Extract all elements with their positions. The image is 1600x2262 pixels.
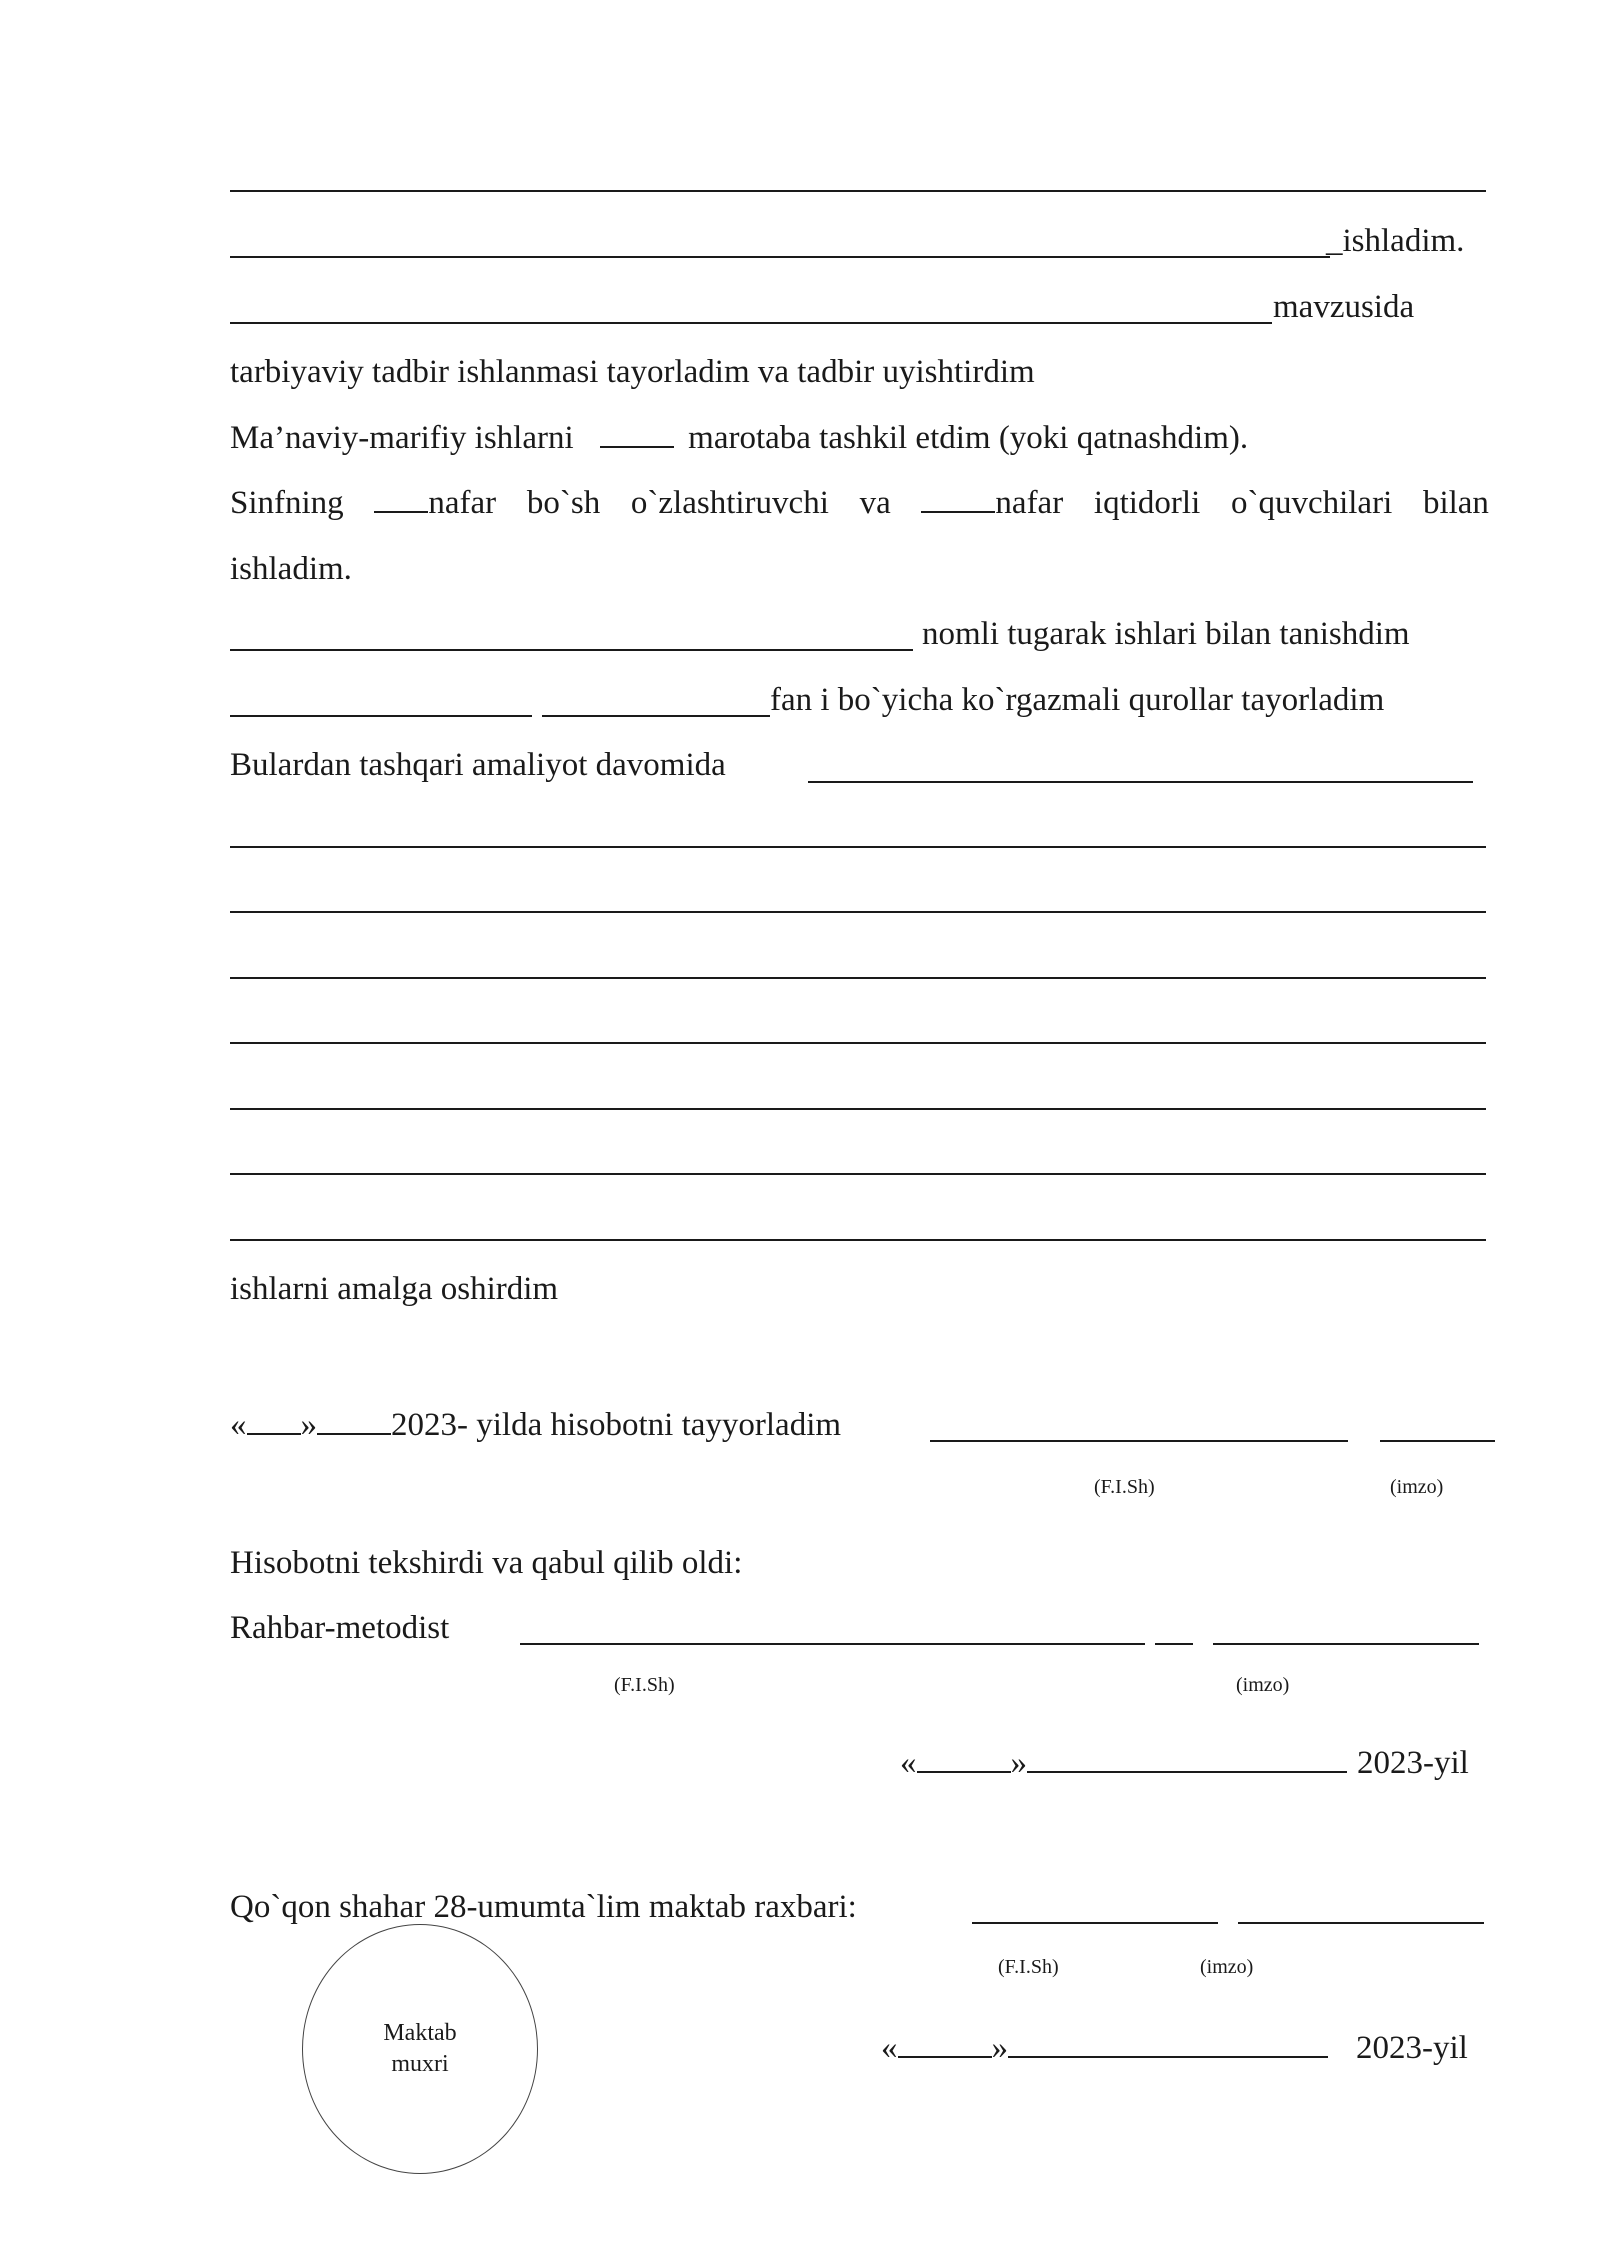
month-blank[interactable] — [1027, 1745, 1347, 1773]
sinfning-line — [230, 483, 1489, 523]
report-fish-caption: (F.I.Sh) — [1094, 1476, 1155, 1498]
director-label: Qo`qon shahar 28-umumta`lim maktab raxbari: — [230, 1889, 857, 1925]
tugarak-blank[interactable] — [230, 649, 913, 651]
tugarak-text: nomli tugarak ishlari bilan tanishdim — [922, 616, 1410, 652]
quote-open: « — [900, 1745, 917, 1781]
rahbar-label: Rahbar-metodist — [230, 1610, 450, 1646]
fan-text: fan i bo`yicha ko`rgazmali qurollar tayorladim — [770, 682, 1385, 718]
blank-line[interactable] — [230, 1108, 1486, 1110]
tarbiyaviy-text: tarbiyaviy tadbir ishlanmasi tayorladim va tadbir uyishtirdim — [230, 354, 1035, 390]
blank-line[interactable] — [230, 1042, 1486, 1044]
ishladim-cont: ishladim. — [230, 551, 352, 587]
quote-close: » — [1010, 1745, 1027, 1781]
year-text: 2023-yil — [1357, 1745, 1469, 1781]
rahbar-imzo-caption: (imzo) — [1236, 1674, 1290, 1696]
director-fish-caption: (F.I.Sh) — [998, 1956, 1059, 1978]
rahbar-fish-caption: (F.I.Sh) — [614, 1674, 675, 1696]
stamp-text — [383, 2018, 456, 2080]
stamp-line-1: Maktab — [383, 2020, 457, 2046]
quote-open: « — [230, 1407, 247, 1443]
ishladim-text: _ishladim. — [1326, 223, 1465, 259]
nafar-word: nafar — [428, 485, 497, 521]
check-date-line — [900, 1743, 1469, 1783]
blank-line[interactable] — [230, 256, 1330, 258]
sinf-nafar-2 — [921, 483, 1063, 523]
rahbar-imzo-blank[interactable] — [1213, 1643, 1479, 1645]
manaviy-line — [230, 418, 1248, 458]
director-imzo-caption: (imzo) — [1200, 1956, 1254, 1978]
blank-line[interactable] — [230, 846, 1486, 848]
blank-line[interactable] — [230, 322, 1272, 324]
mavzusida-text: mavzusida — [1273, 289, 1415, 325]
month-blank[interactable] — [1008, 2030, 1328, 2058]
sinf-word: Sinfning — [230, 485, 344, 521]
nafar-word: nafar — [995, 485, 1064, 521]
bulardan-blank[interactable] — [808, 781, 1473, 783]
day-blank[interactable] — [898, 2030, 992, 2058]
quote-open: « — [881, 2030, 898, 2066]
quote-close: » — [991, 2030, 1008, 2066]
report-imzo-caption: (imzo) — [1390, 1476, 1444, 1498]
count-blank[interactable] — [600, 420, 674, 448]
stamp-line-2: muxri — [391, 2051, 449, 2077]
quote-close: » — [300, 1407, 317, 1443]
sinf-word: iqtidorli — [1093, 485, 1201, 521]
amalga-text: ishlarni amalga oshirdim — [230, 1271, 559, 1307]
director-imzo-blank[interactable] — [1238, 1922, 1484, 1924]
manaviy-label: Ma’naviy-marifiy ishlarni — [230, 420, 574, 456]
blank-line[interactable] — [230, 977, 1486, 979]
month-blank[interactable] — [317, 1407, 391, 1435]
report-imzo-blank[interactable] — [1380, 1440, 1495, 1442]
year-text: 2023-yil — [1356, 2030, 1468, 2066]
bulardan-text: Bulardan tashqari amaliyot davomida — [230, 747, 726, 783]
sinf-word: bilan — [1422, 485, 1489, 521]
fan-blank-2[interactable] — [542, 715, 770, 717]
blank-line[interactable] — [230, 911, 1486, 913]
report-date-line — [230, 1405, 841, 1445]
blank-line[interactable] — [230, 1173, 1486, 1175]
school-stamp — [302, 1924, 538, 2174]
sinf-word: va — [859, 485, 891, 521]
sinf-word: bo`sh — [526, 485, 601, 521]
blank-line[interactable] — [230, 190, 1486, 192]
gifted-count-blank[interactable] — [921, 485, 995, 513]
fan-blank-1[interactable] — [230, 715, 532, 717]
sinf-word: o`quvchilari — [1230, 485, 1393, 521]
report-text: 2023- yilda hisobotni tayyorladim — [391, 1407, 842, 1443]
day-blank[interactable] — [247, 1407, 301, 1435]
report-fish-blank[interactable] — [930, 1440, 1348, 1442]
director-fish-blank[interactable] — [972, 1922, 1218, 1924]
rahbar-small-blank[interactable] — [1155, 1643, 1193, 1645]
blank-line[interactable] — [230, 1239, 1486, 1241]
sinf-word: o`zlashtiruvchi — [630, 485, 829, 521]
check-heading: Hisobotni tekshirdi va qabul qilib oldi: — [230, 1545, 743, 1581]
sinf-nafar-1 — [374, 483, 496, 523]
day-blank[interactable] — [917, 1745, 1011, 1773]
director-date-line — [881, 2028, 1468, 2068]
rahbar-fish-blank[interactable] — [520, 1643, 1145, 1645]
weak-count-blank[interactable] — [374, 485, 428, 513]
manaviy-suffix: marotaba tashkil etdim (yoki qatnashdim). — [688, 420, 1249, 456]
